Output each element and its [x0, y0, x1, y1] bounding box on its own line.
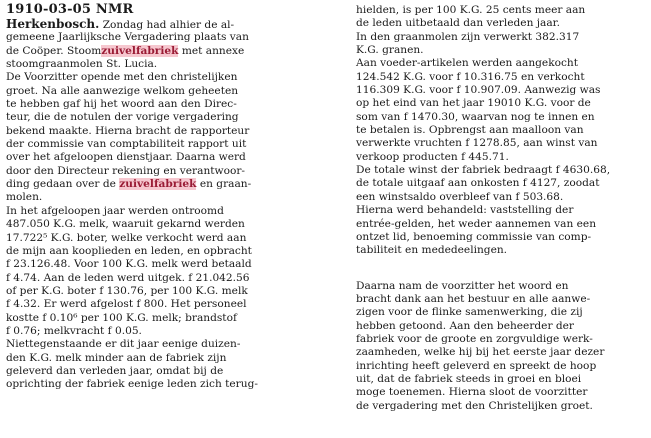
article-line: uit, dat de fabriek steeds in groei en bloei — [356, 372, 582, 385]
article-line: 124.542 K.G. voor f 10.316.75 en verkocht — [356, 70, 585, 83]
article-line: hielden, is per 100 K.G. 25 cents meer aan — [356, 4, 586, 16]
article-line: groet. Na alle aanwezige welkom geheeten — [6, 84, 239, 97]
article-line: entrée-gelden, het weder aannemen van een — [356, 217, 597, 230]
article-line: door den Directeur rekening en verantwoor- — [6, 164, 245, 177]
article-line: f 4.32. Er werd afgelost f 800. Het personeel — [6, 298, 247, 311]
article-line: de vergadering met den Christelijken groet. — [356, 399, 593, 412]
article-line: de Coöper. Stoomzuivelfabriek met annexe — [6, 44, 245, 57]
article-line: zaamheden, welke hij bij het eerste jaar dezer — [356, 346, 605, 359]
article-line: 116.309 K.G. voor f 10.907.09. Aanwezig was — [356, 84, 601, 97]
article-line: over het afgeloopen dienstjaar. Daarna werd — [6, 151, 246, 164]
article-line: K.G. granen. — [356, 44, 424, 57]
article-line: Hierna werd behandeld: vaststelling der — [356, 204, 574, 217]
article-line: molen. — [6, 191, 43, 204]
article-line: De totale winst der fabriek bedraagt f 4630.68, — [356, 164, 611, 177]
article-line: verwerkte vruchten f 1278.85, aan winst van — [356, 137, 598, 150]
search-highlight: zuivelfabriek — [119, 178, 197, 191]
article-line: Herkenbosch. Zondag had alhier de al- — [6, 17, 235, 31]
article-line: Niettegenstaande er dit jaar eenige duizen- — [6, 338, 241, 351]
article-line: inrichting heeft geleverd en spreekt de hoop — [356, 359, 597, 372]
article-line: der commissie van comptabiliteit rapport uit — [6, 138, 247, 151]
column-gap — [356, 258, 648, 280]
article-line: f 23.126.48. Voor 100 K.G. melk werd betaald — [6, 258, 252, 271]
article-line: f 4.74. Aan de leden werd uitgek. f 21.042.56 — [6, 271, 250, 284]
article-line: som van f 1470.30, waarvan nog te innen en — [356, 110, 595, 123]
article-line: 487.050 K.G. melk, waaruit gekarnd werden — [6, 218, 245, 231]
search-highlight: zuivelfabriek — [101, 44, 179, 57]
article-line: bracht dank aan het bestuur en alle aanwe- — [356, 292, 591, 305]
article-line: fabriek voor de groote en zorgvuldige werk- — [356, 332, 593, 345]
article-line: Daarna nam de voorzitter het woord en — [356, 279, 569, 292]
date-source-header: 1910-03-05 NMR — [6, 2, 134, 17]
article-line: den K.G. melk minder aan de fabriek zijn — [6, 351, 227, 364]
article-line: te hebben gaf hij het woord aan den Direc- — [6, 98, 237, 111]
article-line: Aan voeder-artikelen werden aangekocht — [356, 57, 579, 70]
article-line: gemeene Jaarlijksche Vergadering plaats van — [6, 31, 249, 44]
article-line: 17.722⁵ K.G. boter, welke verkocht werd aan — [6, 231, 247, 244]
article-column-right — [356, 4, 648, 413]
article-line: de leden uitbetaald dan verleden jaar. — [356, 17, 560, 30]
article-line: teur, die de notulen der vorige vergadering — [6, 111, 239, 124]
article-line: kostte f 0.10⁶ per 100 K.G. melk; brandstof — [6, 311, 237, 324]
article-line: te betalen is. Opbrengst aan maalloon van — [356, 124, 584, 137]
article-line: de mijn aan kooplieden en leden, en opbracht — [6, 244, 252, 257]
article-line: stoomgraanmolen St. Lucia. — [6, 58, 158, 71]
article-line: In het afgeloopen jaar werden ontroomd — [6, 204, 224, 217]
article-line: of per K.G. boter f 130.76, per 100 K.G. melk — [6, 284, 248, 297]
article-line: bekend maakte. Hierna bracht de rapporteur — [6, 124, 250, 137]
article-line: zigen voor de flinke samenwerking, die zij — [356, 306, 583, 319]
article-column-left — [6, 18, 322, 392]
article-line: f 0.76; melkvracht f 0.05. — [6, 324, 142, 337]
article-line: In den graanmolen zijn verwerkt 382.317 — [356, 30, 580, 43]
article-line: geleverd dan verleden jaar, omdat bij de — [6, 364, 224, 377]
article-line: verkoop producten f 445.71. — [356, 150, 509, 163]
article-line: oprichting der fabriek eenige leden zich terug- — [6, 378, 258, 391]
article-line: de totale uitgaaf aan onkosten f 4127, zoodat — [356, 177, 600, 190]
article-line: moge toenemen. Hierna sloot de voorzitter — [356, 386, 588, 399]
article-line: ding gedaan over de zuivelfabriek en graan- — [6, 178, 252, 191]
article-line: een winstsaldo overbleef van f 503.68. — [356, 190, 564, 203]
article-line: op het eind van het jaar 19010 K.G. voor de — [356, 97, 591, 110]
article-headline: Herkenbosch. — [6, 17, 100, 31]
article-line: hebben getoond. Aan den beheerder der — [356, 319, 574, 332]
article-line: De Voorzitter opende met den christelijken — [6, 71, 238, 84]
article-line: ontzet lid, benoeming commissie van comp- — [356, 230, 592, 243]
article-line: tabiliteit en mededeelingen. — [356, 244, 508, 257]
